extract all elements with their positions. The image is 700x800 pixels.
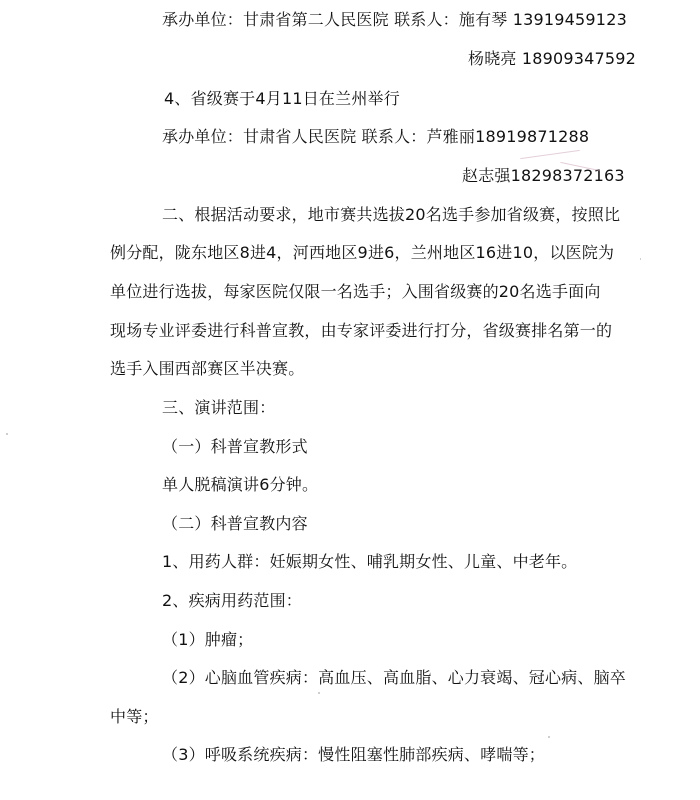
contact-line-peoples-hospital: 承办单位：甘肃省人民医院 联系人：芦雅丽18919871288 (162, 127, 590, 146)
list-item-respiratory: （3）呼吸系统疾病：慢性阻塞性肺部疾病、哮喘等； (162, 745, 545, 764)
subheading-content: （二）科普宣教内容 (162, 514, 308, 533)
scan-speck (318, 692, 320, 694)
paragraph-line: 例分配，陇东地区8进4，河西地区9进6，兰州地区16进10，以医院为 (110, 243, 615, 262)
list-item-tumor: （1）肿瘤； (162, 630, 254, 649)
format-description: 单人脱稿演讲6分钟。 (162, 475, 319, 494)
contact-line-yang: 杨晓亮 18909347592 (468, 49, 637, 68)
paragraph-line: 单位进行选拔，每家医院仅限一名选手；入围省级赛的20名选手面向 (110, 282, 601, 301)
scan-mark (520, 150, 580, 159)
paragraph-line: 选手入围西部赛区半决赛。 (110, 359, 305, 378)
provincial-final-line: 4、省级赛于4月11日在兰州举行 (164, 89, 400, 108)
paragraph-line: 二、根据活动要求，地市赛共选拔20名选手参加省级赛，按照比 (162, 205, 621, 224)
scan-speck (6, 433, 8, 435)
list-item-population: 1、用药人群：妊娠期女性、哺乳期女性、儿童、中老年。 (162, 552, 578, 571)
list-item-cardio-cont: 中等； (110, 707, 159, 726)
subheading-format: （一）科普宣教形式 (162, 437, 308, 456)
contact-line-zhao: 赵志强18298372163 (462, 166, 625, 185)
scan-speck (640, 258, 641, 260)
scan-speck (548, 736, 550, 738)
list-item-cardio: （2）心脑血管疾病：高血压、高血脂、心力衰竭、冠心病、脑卒 (162, 668, 626, 687)
paragraph-line: 现场专业评委进行科普宣教，由专家评委进行打分，省级赛排名第一的 (110, 321, 613, 340)
contact-line-second-hospital: 承办单位：甘肃省第二人民医院 联系人：施有琴 13919459123 (162, 10, 627, 29)
list-item-disease-scope: 2、疾病用药范围： (162, 591, 302, 610)
section-heading-scope: 三、演讲范围： (162, 398, 276, 417)
